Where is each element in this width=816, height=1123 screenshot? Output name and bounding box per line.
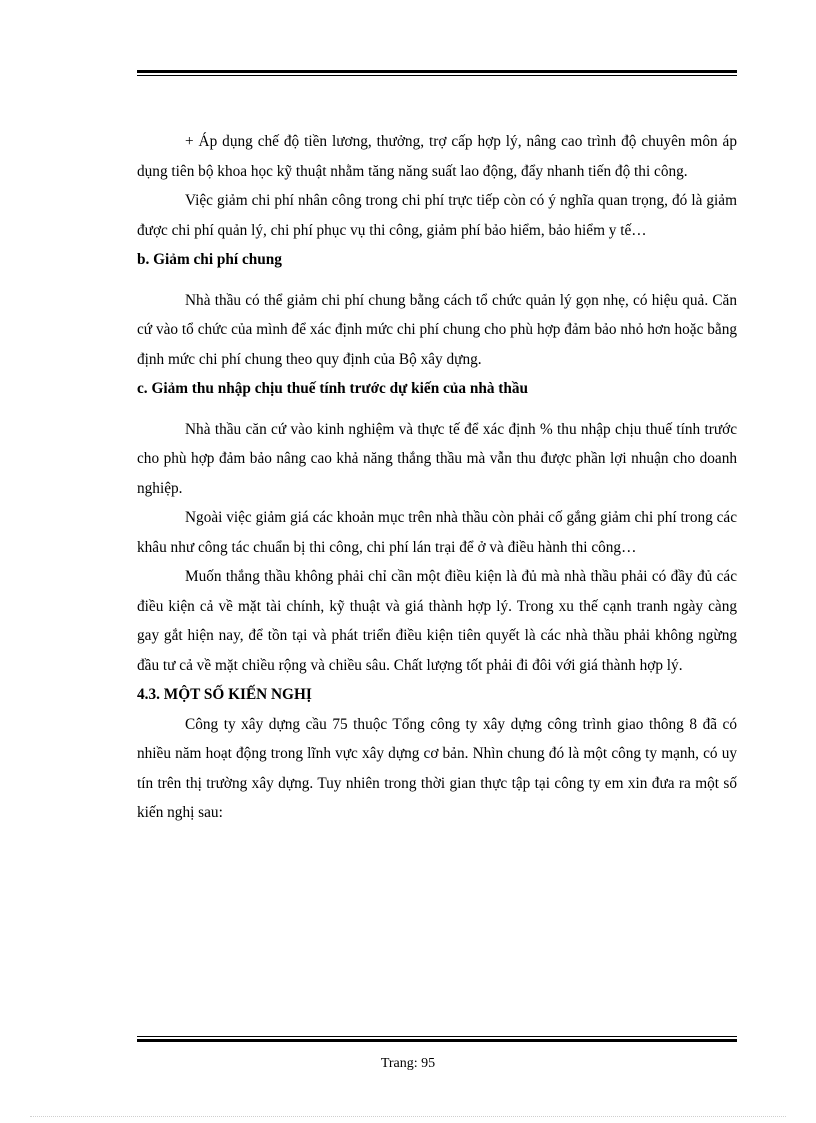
page-edge-divider bbox=[30, 1116, 786, 1117]
document-body bbox=[137, 127, 737, 828]
section-heading-4-3: 4.3. MỘT SỐ KIẾN NGHỊ bbox=[137, 686, 312, 703]
header-rule bbox=[137, 70, 737, 76]
section-heading-c: c. Giảm thu nhập chịu thuế tính trước dự kiến của nhà thầu bbox=[137, 380, 529, 397]
paragraph: Công ty xây dựng cầu 75 thuộc Tổng công ty xây dựng công trình giao thông 8 đã có nhiều năm hoạt động trong lĩnh vực xây dựng cơ bản. Nhìn chung đó là một công ty mạnh, có uy tín trên thị trường xây dựng. Tuy nhiên trong thời gian thực tập tại công ty em xin đưa ra một số kiến nghị sau: bbox=[137, 715, 737, 821]
paragraph: Ngoài việc giảm giá các khoản mục trên nhà thầu còn phải cố gắng giảm chi phí trong các khâu như công tác chuẩn bị thi công, chi phí lán trại để ở và điều hành thi công… bbox=[137, 509, 737, 556]
paragraph: Nhà thầu có thể giảm chi phí chung bằng cách tổ chức quản lý gọn nhẹ, có hiệu quả. Căn cứ vào tổ chức của mình để xác định mức chi phí chung cho phù hợp đảm bảo nhỏ hơn hoặc bằng định mức chi phí chung theo quy định của Bộ xây dựng. bbox=[137, 291, 737, 368]
section-heading-b: b. Giảm chi phí chung bbox=[137, 251, 282, 268]
paragraph: Muốn thắng thầu không phải chỉ cần một điều kiện là đủ mà nhà thầu phải có đầy đủ các điều kiện cả về mặt tài chính, kỹ thuật và giá thành hợp lý. Trong xu thế cạnh tranh ngày càng gay gắt hiện nay, để tồn tại và phát triển điều kiện tiên quyết là các nhà thầu phải không ngừng đầu tư cả về mặt chiều rộng và chiều sâu. Chất lượng tốt phải đi đôi với giá thành hợp lý. bbox=[137, 568, 737, 674]
footer-rule bbox=[137, 1036, 737, 1042]
page-number: Trang: 95 bbox=[380, 1056, 436, 1071]
paragraph: Nhà thầu căn cứ vào kinh nghiệm và thực tế để xác định % thu nhập chịu thuế tính trước cho phù hợp đảm bảo nâng cao khả năng thắng thầu mà vẫn thu được phần lợi nhuận cho doanh nghiệp. bbox=[137, 420, 737, 497]
paragraph: + Áp dụng chế độ tiền lương, thưởng, trợ cấp hợp lý, nâng cao trình độ chuyên môn áp dụng tiên bộ khoa học kỹ thuật nhằm tăng năng suất lao động, đẩy nhanh tiến độ thi công. bbox=[137, 133, 737, 180]
paragraph: Việc giảm chi phí nhân công trong chi phí trực tiếp còn có ý nghĩa quan trọng, đó là giảm được chi phí quản lý, chi phí phục vụ thi công, giảm phí bảo hiểm, bảo hiểm y tế… bbox=[137, 192, 737, 239]
